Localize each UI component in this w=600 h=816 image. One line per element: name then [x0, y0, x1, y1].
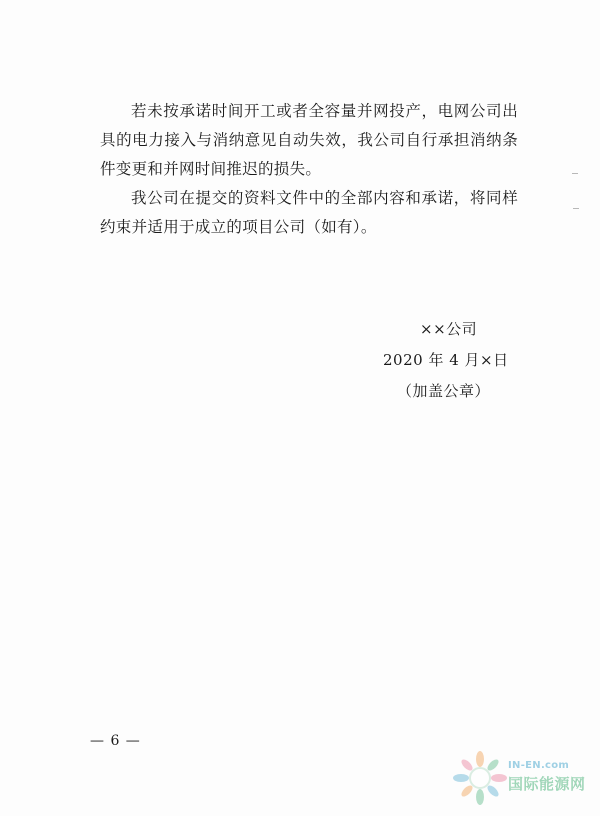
paragraph-commitment-lapse: 若未按承诺时间开工或者全容量并网投产，电网公司出具的电力接入与消纳意见自动失效，我公司自行承担消纳条件变更和并网时间推迟的损失。: [100, 102, 518, 178]
page-number: — 6 —: [90, 733, 141, 749]
paragraph-project-company-binding: 我公司在提交的资料文件中的全部内容和承诺，将同样约束并适用于成立的项目公司（如有）。: [100, 189, 518, 236]
scan-edge-mark: [573, 208, 579, 209]
sun-flower-logo-icon: [452, 750, 508, 806]
watermark-domain: IN-EN.com: [508, 760, 570, 771]
signature-company: ××公司: [420, 320, 478, 338]
signature-date: 2020 年 4 月×日: [383, 351, 509, 369]
scan-edge-mark: [572, 173, 578, 174]
signature-stamp-note: （加盖公章）: [397, 382, 491, 400]
watermark-name: 国际能源网: [508, 775, 586, 793]
watermark: [452, 746, 600, 816]
